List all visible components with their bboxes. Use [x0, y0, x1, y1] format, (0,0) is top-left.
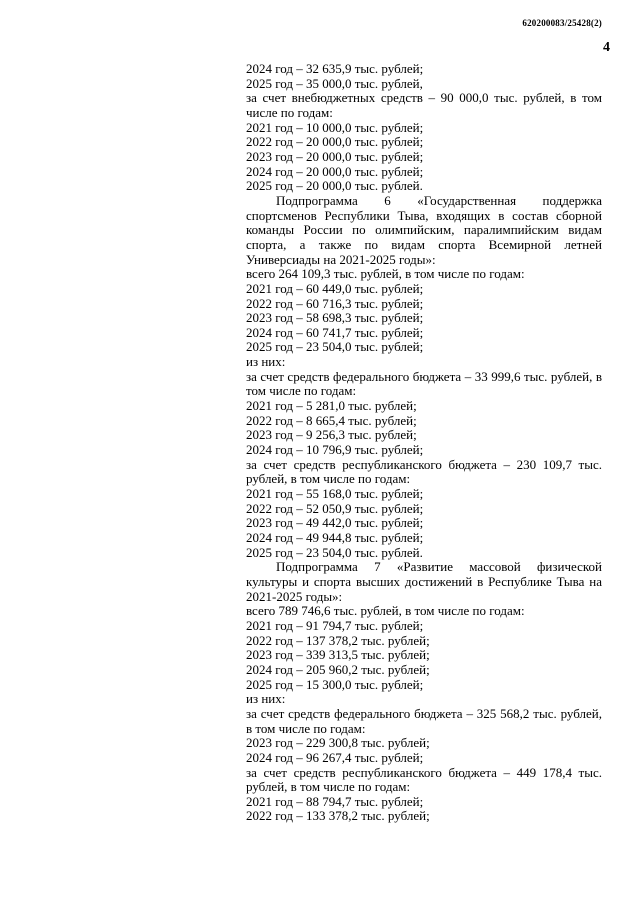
text-line: 2021 год – 5 281,0 тыс. рублей; — [246, 398, 417, 414]
text-line: 2025 год – 15 300,0 тыс. рублей; — [246, 676, 424, 692]
text-line: 2022 год – 8 665,4 тыс. рублей; — [246, 412, 417, 428]
text-line: 2025 год – 20 000,0 тыс. рублей. — [246, 178, 423, 194]
text-line: 2021 год – 55 168,0 тыс. рублей; — [246, 486, 424, 502]
text-line: 2021 год – 10 000,0 тыс. рублей; — [246, 119, 424, 135]
text-line: 2021 год – 91 794,7 тыс. рублей; — [246, 617, 424, 633]
text-line: 2023 год – 9 256,3 тыс. рублей; — [246, 427, 417, 443]
text-line: 2024 год – 32 635,9 тыс. рублей; — [246, 61, 424, 76]
republic-budget-paragraph: за счет средств республиканского бюджета – 230 109,7 тыс. рублей, в том числе по годам: — [246, 456, 602, 487]
text-line: 2024 год – 10 796,9 тыс. рублей; — [246, 442, 424, 458]
subprogram-6-heading: Подпрограмма 6 «Государственная поддержка спортсменов Республики Тыва, входящих в состав сборной команды России по олимпийским, паралимпийским видам спорта, а также по видам спорта Всемирной летней Универсиады на 2021-2025 годы»: — [246, 192, 602, 267]
text-line: 2022 год – 52 050,9 тыс. рублей; — [246, 500, 424, 516]
page-number: 4 — [603, 40, 610, 55]
text-line: всего 264 109,3 тыс. рублей, в том числе по годам: — [246, 266, 525, 282]
text-line: 2023 год – 49 442,0 тыс. рублей; — [246, 515, 424, 531]
text-line: 2024 год – 205 960,2 тыс. рублей; — [246, 661, 430, 677]
text-line: 2024 год – 20 000,0 тыс. рублей; — [246, 163, 424, 179]
text-line: 2024 год – 96 267,4 тыс. рублей; — [246, 749, 424, 765]
text-line: 2024 год – 49 944,8 тыс. рублей; — [246, 530, 424, 545]
text-line: 2025 год – 35 000,0 тыс. рублей, — [246, 75, 423, 91]
text-line: 2021 год – 88 794,7 тыс. рублей; — [246, 793, 424, 809]
republic-budget-paragraph: за счет средств республиканского бюджета – 449 178,4 тыс. рублей, в том числе по годам: — [246, 764, 602, 795]
text-line: 2023 год – 20 000,0 тыс. рублей; — [246, 148, 424, 164]
text-line: из них: — [246, 354, 286, 370]
text-line: 2022 год – 133 378,2 тыс. рублей; — [246, 808, 430, 824]
text-line: 2022 год – 137 378,2 тыс. рублей; — [246, 632, 430, 648]
text-line: 2024 год – 60 741,7 тыс. рублей; — [246, 324, 424, 340]
document-id: 620200083/25428(2) — [522, 18, 602, 28]
extrabudget-paragraph: за счет внебюджетных средств – 90 000,0 тыс. рублей, в том числе по годам: — [246, 90, 602, 120]
text-line: из них: — [246, 691, 286, 707]
federal-budget-paragraph: за счет средств федерального бюджета – 325 568,2 тыс. рублей, в том числе по годам: — [246, 705, 602, 736]
text-line: 2021 год – 60 449,0 тыс. рублей; — [246, 280, 424, 296]
text-line: 2023 год – 339 313,5 тыс. рублей; — [246, 647, 430, 663]
text-line: всего 789 746,6 тыс. рублей, в том числе по годам: — [246, 603, 525, 619]
federal-budget-paragraph: за счет средств федерального бюджета – 33 999,6 тыс. рублей, в том числе по годам: — [246, 368, 602, 399]
text-line: 2022 год – 20 000,0 тыс. рублей; — [246, 134, 424, 150]
subprogram-7-heading: Подпрограмма 7 «Развитие массовой физической культуры и спорта высших достижений в Республике Тыва на 2021-2025 годы»: — [246, 559, 602, 604]
text-line: 2022 год – 60 716,3 тыс. рублей; — [246, 295, 424, 311]
text-line: 2025 год – 23 504,0 тыс. рублей. — [246, 544, 423, 560]
text-line: 2025 год – 23 504,0 тыс. рублей; — [246, 339, 424, 355]
document-body — [246, 62, 602, 824]
text-line: 2023 год – 229 300,8 тыс. рублей; — [246, 735, 430, 751]
text-line: 2023 год – 58 698,3 тыс. рублей; — [246, 310, 424, 326]
